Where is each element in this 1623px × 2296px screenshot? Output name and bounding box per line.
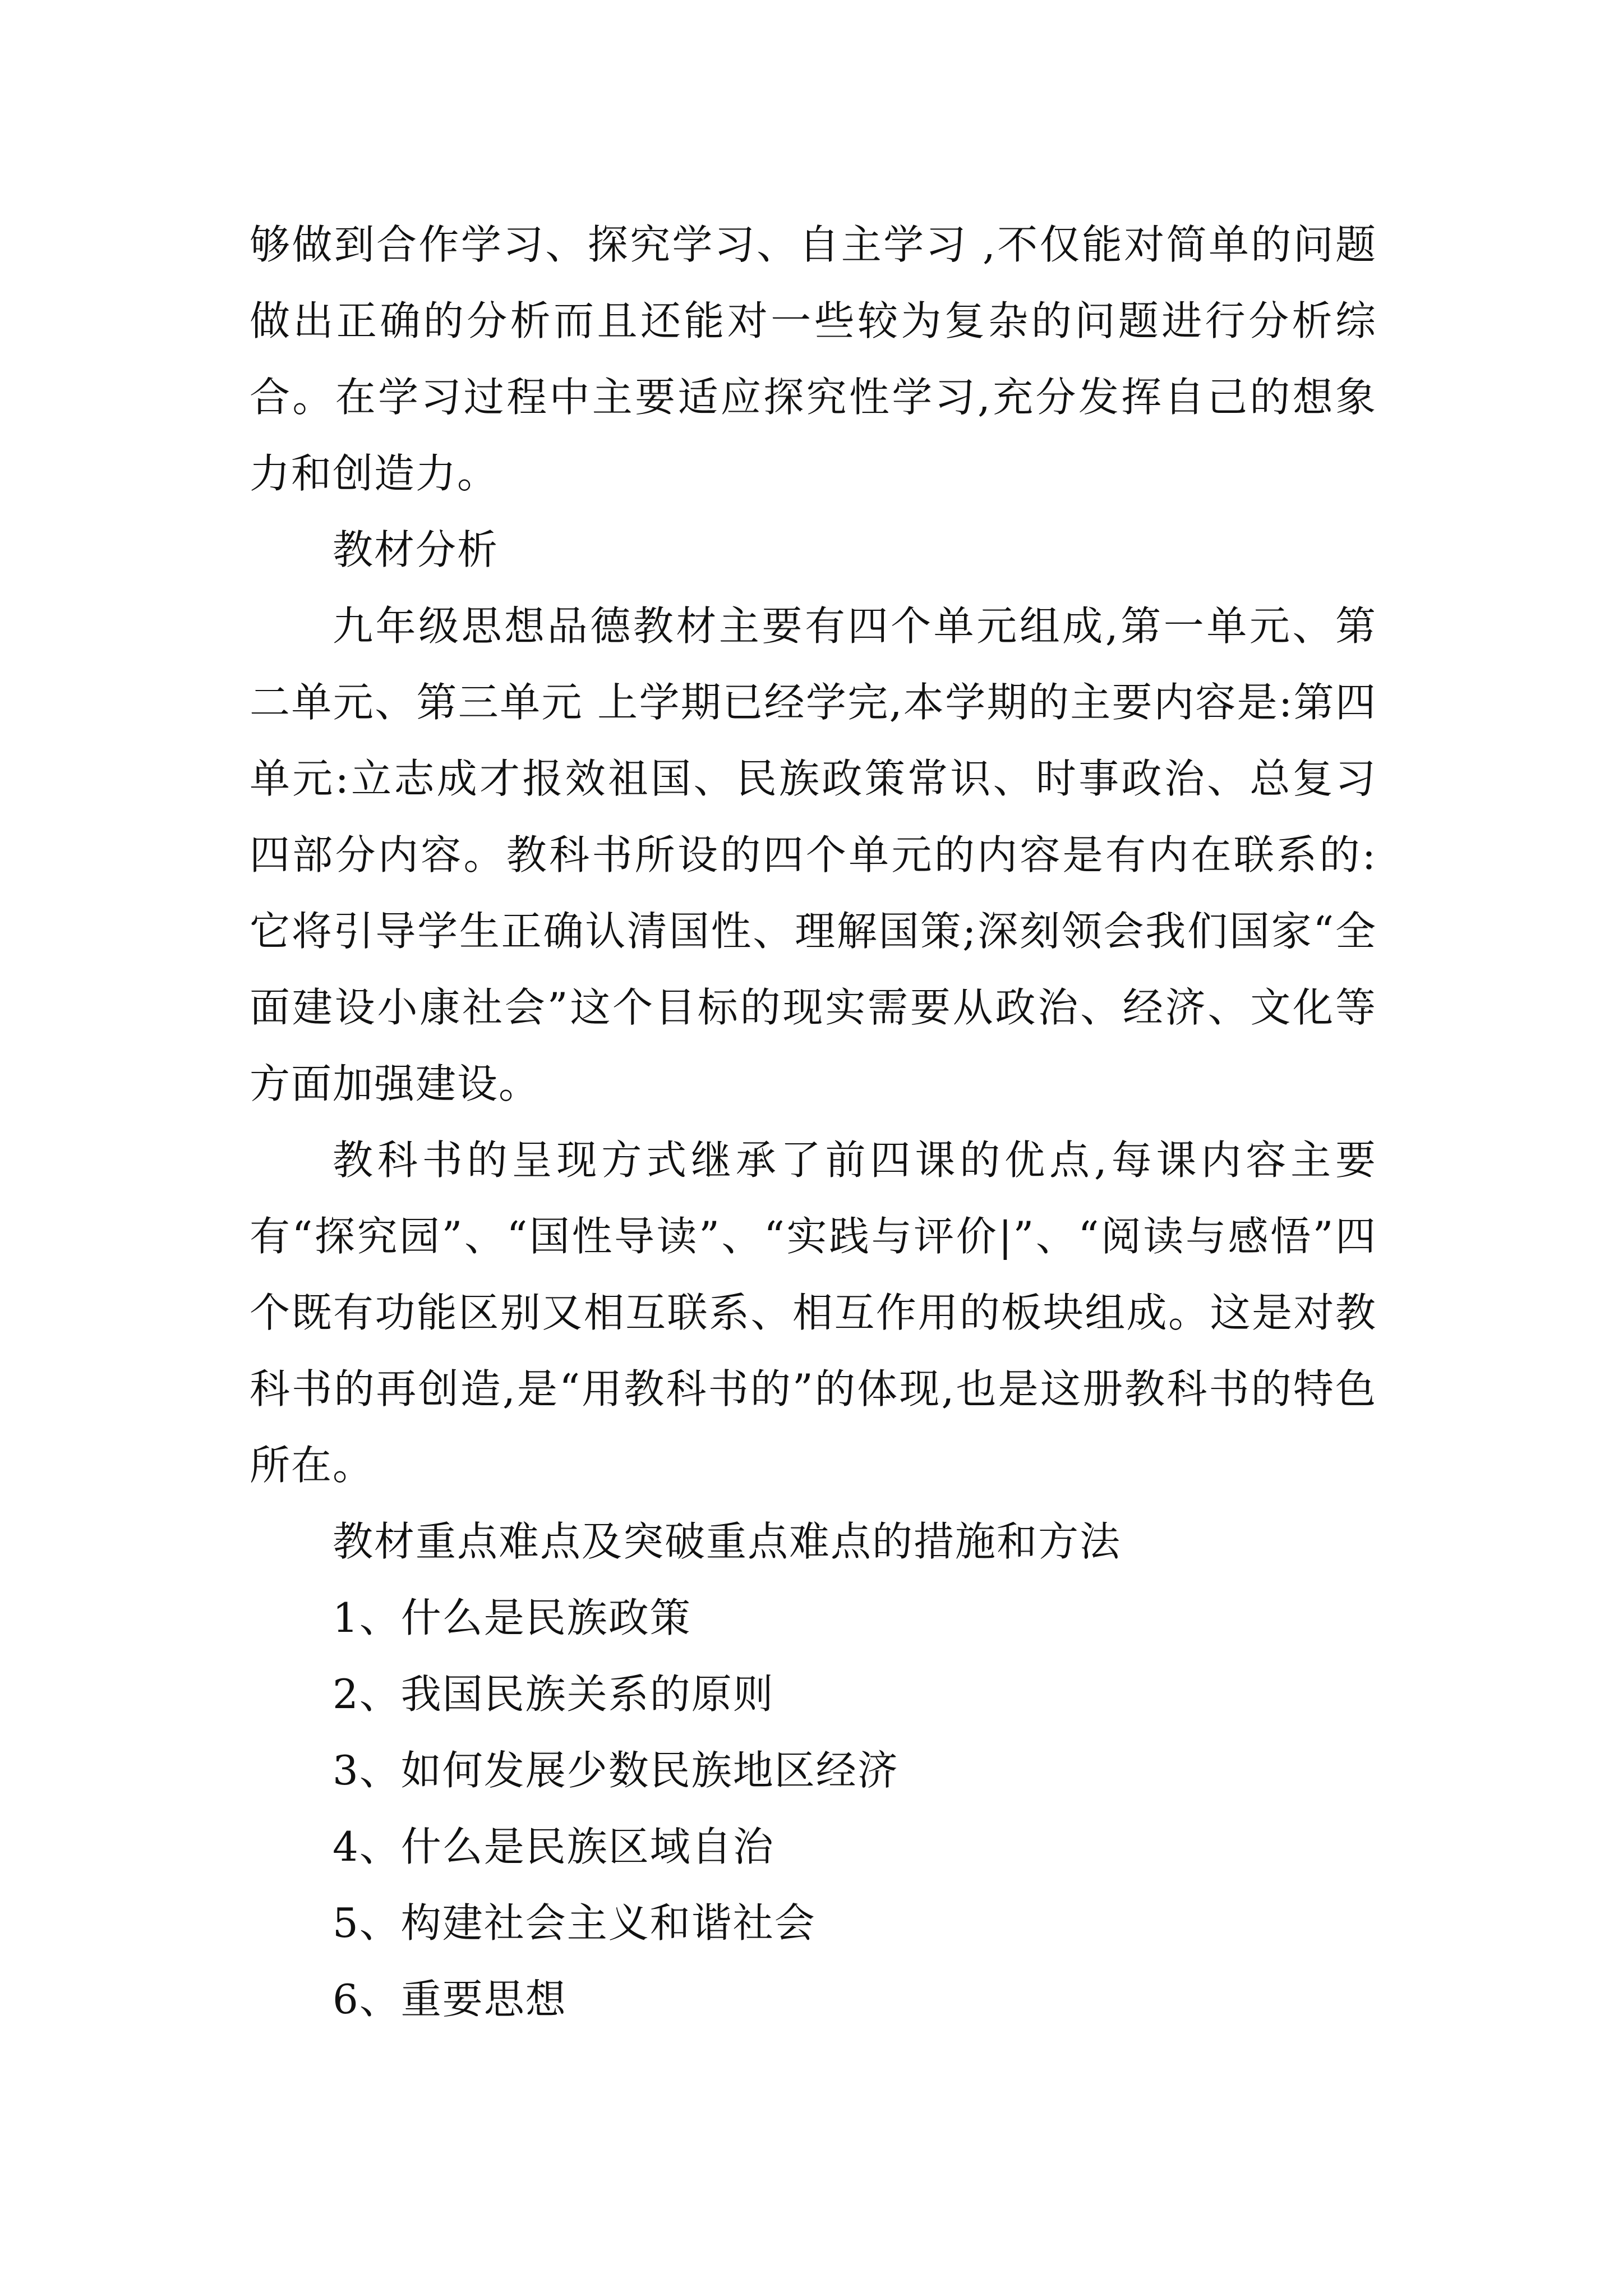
paragraph-intro-continued: 够做到合作学习、探究学习、自主学习 ,不仅能对简单的问题做出正确的分析而且还能对一些较为复杂的问题进行分析综合。在学习过程中主要适应探究性学习,充分发挥自己的想象力和创造力。	[250, 221, 1377, 497]
heading-key-points-methods: 教材重点难点及突破重点难点的措施和方法	[333, 1518, 1122, 1565]
list-item-5: 5、构建社会主义和谐社会	[333, 1899, 816, 1947]
list-item-1: 1、什么是民族政策	[333, 1594, 691, 1641]
paragraph-textbook-presentation: 教科书的呈现方式继承了前四课的优点,每课内容主要有“探究园”、“国性导读”、“实践与评价|”、“阅读与感悟”四个既有功能区别又相互联系、相互作用的板块组成。这是对教科书的再创造,是“用教科书的”的体现,也是这册教科书的特色所在。	[250, 1137, 1377, 1489]
document-body	[250, 206, 1377, 2037]
list-item-6: 6、重要思想	[333, 1976, 567, 2023]
heading-textbook-analysis: 教材分析	[333, 526, 499, 573]
list-item-3: 3、如何发展少数民族地区经济	[333, 1747, 899, 1794]
list-item-4: 4、什么是民族区域自治	[333, 1823, 774, 1870]
paragraph-textbook-overview: 九年级思想品德教材主要有四个单元组成,第一单元、第二单元、第三单元 上学期已经学完,本学期的主要内容是:第四单元:立志成才报效祖国、民族政策常识、时事政治、总复习四部分内容。教科书所设的四个单元的内容是有内在联系的:它将引导学生正确认清国性、理解国策;深刻领会我们国家“全面建设小康社会”这个目标的现实需要从政治、经济、文化等方面加强建设。	[250, 602, 1377, 1107]
list-item-2: 2、我国民族关系的原则	[333, 1671, 774, 1718]
